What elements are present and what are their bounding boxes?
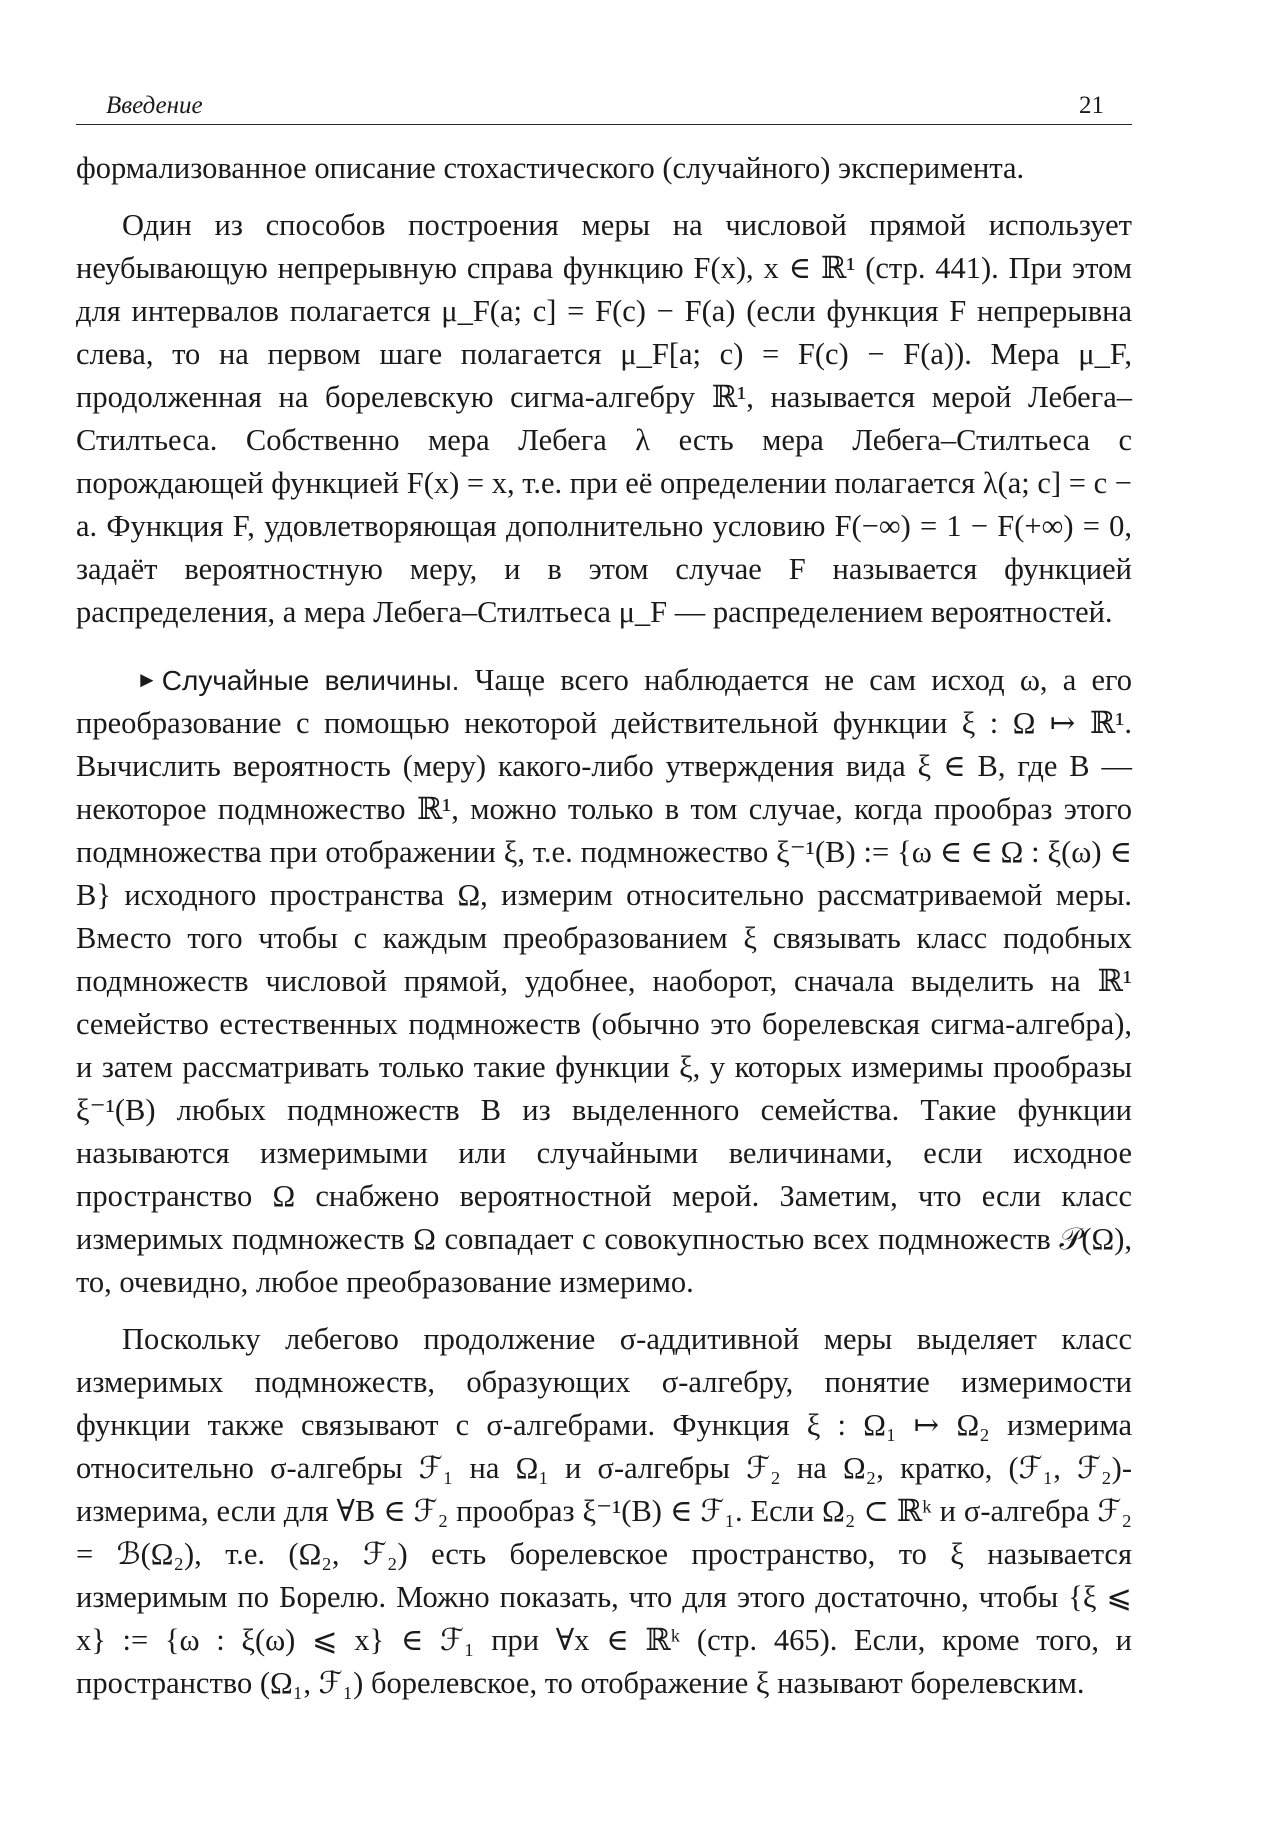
paragraph-continuation: формализованное описание стохастического (случайного) эксперимента. bbox=[76, 151, 1025, 185]
book-page bbox=[76, 78, 1132, 1705]
subsection-title: Случайные величины. bbox=[161, 665, 460, 696]
running-head bbox=[76, 78, 1132, 125]
paragraph-lebesgue-stieltjes: Один из способов построения меры на числовой прямой использует неубывающую непрерывную справа функцию F(x), x ∈ ℝ¹ (стр. 441). При этом для интервалов полагается μ_F(a; c] = F(c) − F(a) (если функция F непрерывна слева, то на первом шаге полагается μ_F[a; c) = F(c) − F(a)). Мера μ_F, продолженная на борелевскую сигма-алгебру ℝ¹, называется мерой Лебега–Стилтьеса. Собственно мера Лебега λ есть мера Лебега–Стилтьеса с порождающей функцией F(x) = x, т.е. при её определении полагается λ(a; c] = c − a. Функция F, удовлетворяющая дополнительно условию F(−∞) = 1 − F(+∞) = 0, задаёт вероятностную меру, и в этом случае F называется функцией распределения, а мера Лебега–Стилтьеса μ_F — распределением вероятностей. bbox=[76, 208, 1132, 629]
body-text bbox=[76, 147, 1132, 1705]
paragraph-measurability: Поскольку лебегово продолжение σ-аддитивной меры выделяет класс измеримых подмножеств, образующих σ-алгебру, понятие измеримости функции также связывают с σ-алгебрами. Функция ξ : Ω₁ ↦ Ω₂ измерима относительно σ-алгебры ℱ₁ на Ω₁ и σ-алгебры ℱ₂ на Ω₂, кратко, (ℱ₁, ℱ₂)-измерима, если для ∀B ∈ ℱ₂ прообраз ξ⁻¹(B) ∈ ℱ₁. Если Ω₂ ⊂ ℝᵏ и σ-алгебра ℱ₂ = ℬ(Ω₂), т.е. (Ω₂, ℱ₂) есть борелевское пространство, то ξ называется измеримым по Борелю. Можно показать, что для этого достаточно, чтобы {ξ ⩽ x} := {ω : ξ(ω) ⩽ x} ∈ ℱ₁ при ∀x ∈ ℝᵏ (стр. 465). Если, кроме того, и пространство (Ω₁, ℱ₁) борелевское, то отображение ξ называют борелевским. bbox=[76, 1322, 1132, 1700]
paragraph-random-variables bbox=[76, 658, 1132, 1304]
paragraph-random-variables-text: Чаще всего наблюдается не сам исход ω, а его преобразование с помощью некоторой действительной функции ξ : Ω ↦ ℝ¹. Вычислить вероятность (меру) какого-либо утверждения вида ξ ∈ B, где B — некоторое подмножество ℝ¹, можно только в том случае, когда прообраз этого подмножества при отображении ξ, т.е. подмножество ξ⁻¹(B) := {ω ∈ ∈ Ω : ξ(ω) ∈ B} исходного пространства Ω, измерим относительно рассматриваемой меры. Вместо того чтобы с каждым преобразованием ξ связывать класс подобных подмножеств числовой прямой, удобнее, наоборот, сначала выделить на ℝ¹ семейство естественных подмножеств (обычно это борелевская сигма-алгебра), и затем рассматривать только такие функции ξ, у которых измеримы прообразы ξ⁻¹(B) любых подмножеств B из выделенного семейства. Такие функции называются измеримыми или случайными величинами, если исходное пространство Ω снабжено вероятностной мерой. Заметим, что если класс измеримых подмножеств Ω совпадает с совокупностью всех подмножеств 𝒫(Ω), то, очевидно, любое преобразование измеримо. bbox=[76, 663, 1133, 1299]
page-number: 21 bbox=[1079, 92, 1104, 119]
section-marker-icon: ► bbox=[136, 667, 158, 692]
section-title: Введение bbox=[106, 92, 203, 119]
